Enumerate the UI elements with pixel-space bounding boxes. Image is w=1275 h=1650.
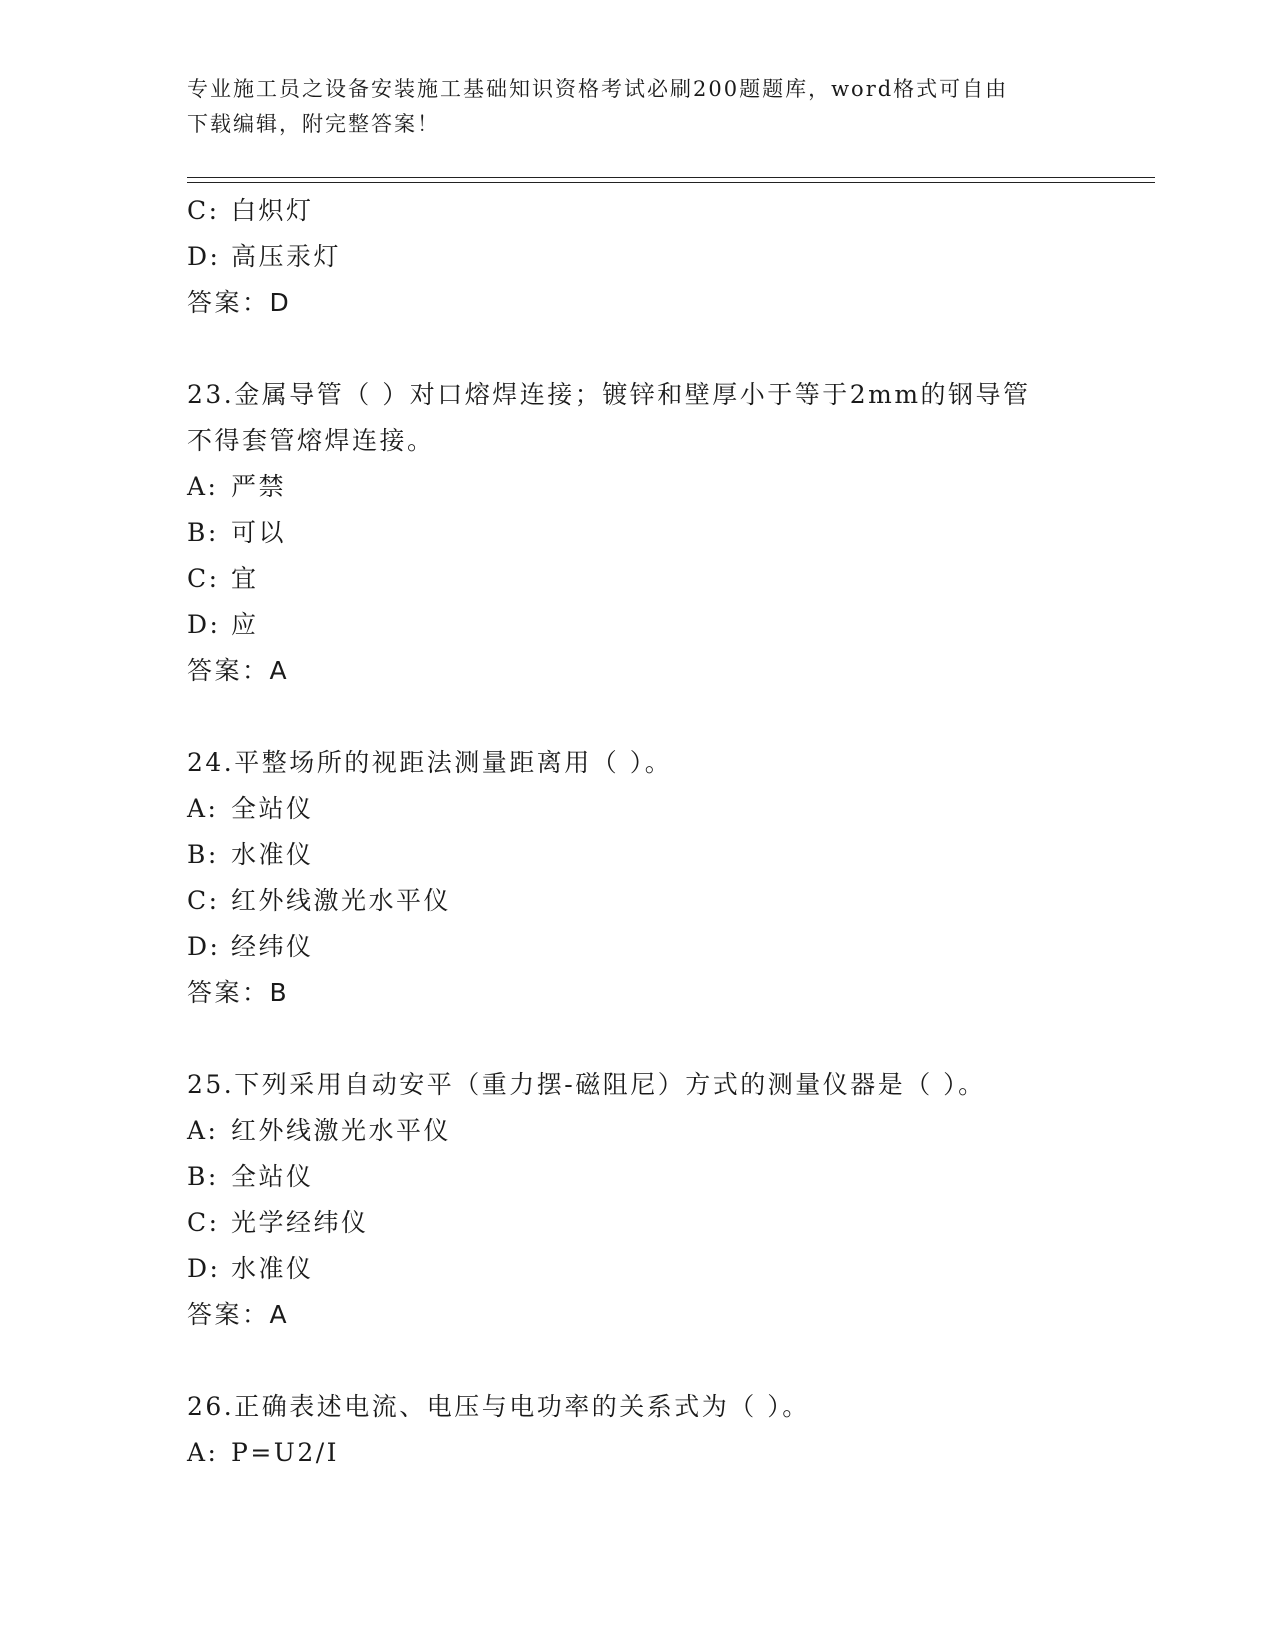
question-stem: 25.下列采用自动安平（重力摆-磁阻尼）方式的测量仪器是（ ）。 [187, 1070, 986, 1099]
option-text: 水准仪 [231, 840, 314, 869]
answer-line: 答案：B [187, 978, 290, 1007]
question-stem-continued: 不得套管熔焊连接。 [187, 426, 435, 455]
option-text: 全站仪 [231, 1162, 314, 1191]
question-stem: 26.正确表述电流、电压与电功率的关系式为（ ）。 [187, 1392, 810, 1421]
option-key: D: [187, 932, 221, 961]
option-d [187, 924, 1155, 970]
option-b [187, 832, 1155, 878]
document-header [187, 72, 1087, 142]
option-text: 高压汞灯 [231, 242, 342, 271]
option-a [187, 1108, 1155, 1154]
option-c [187, 878, 1155, 924]
header-title-line-2: 下载编辑，附完整答案！ [187, 112, 440, 136]
header-title-line-1: 专业施工员之设备安装施工基础知识资格考试必刷200题题库，word格式可自由 [187, 77, 1009, 101]
question-stem: 23.金属导管（ ）对口熔焊连接；镀锌和壁厚小于等于2mm的钢导管 [187, 380, 1031, 409]
option-text: 可以 [231, 518, 287, 547]
option-text: 光学经纬仪 [231, 1208, 369, 1237]
option-key: D: [187, 242, 221, 271]
option-c [187, 556, 1155, 602]
option-key: A: [187, 1438, 219, 1467]
option-text: 应 [231, 610, 259, 639]
option-d [187, 234, 1155, 280]
option-text: 水准仪 [231, 1254, 314, 1283]
option-key: C: [187, 196, 220, 225]
question-24 [187, 740, 1155, 1016]
option-a [187, 464, 1155, 510]
option-key: A: [187, 794, 219, 823]
answer-line: 答案：A [187, 1300, 290, 1329]
answer-line: 答案：D [187, 288, 292, 317]
option-key: A: [187, 1116, 219, 1145]
question-25 [187, 1062, 1155, 1338]
question-stem: 24.平整场所的视距法测量距离用（ ）。 [187, 748, 673, 777]
option-text: 红外线激光水平仪 [231, 886, 452, 915]
option-text: 全站仪 [231, 794, 314, 823]
question-spacer [187, 694, 1155, 740]
option-text: 白炽灯 [231, 196, 314, 225]
option-b [187, 510, 1155, 556]
answer-line: 答案：A [187, 656, 290, 685]
option-text: P=U2/I [231, 1438, 340, 1467]
option-d [187, 1246, 1155, 1292]
option-key: B: [187, 518, 219, 547]
question-spacer [187, 326, 1155, 372]
option-key: C: [187, 886, 220, 915]
option-text: 经纬仪 [231, 932, 314, 961]
question-26 [187, 1384, 1155, 1476]
question-spacer [187, 1338, 1155, 1384]
option-a [187, 786, 1155, 832]
question-22-tail [187, 188, 1155, 326]
option-key: D: [187, 610, 221, 639]
option-c [187, 188, 1155, 234]
option-text: 严禁 [231, 472, 287, 501]
option-text: 宜 [231, 564, 259, 593]
option-a [187, 1430, 1155, 1476]
header-divider-bottom [187, 182, 1155, 183]
option-key: C: [187, 564, 220, 593]
option-key: C: [187, 1208, 220, 1237]
document-body [187, 188, 1155, 1476]
option-d [187, 602, 1155, 648]
option-text: 红外线激光水平仪 [231, 1116, 452, 1145]
question-spacer [187, 1016, 1155, 1062]
option-key: B: [187, 1162, 219, 1191]
option-key: B: [187, 840, 219, 869]
option-key: A: [187, 472, 219, 501]
question-23 [187, 372, 1155, 694]
option-b [187, 1154, 1155, 1200]
header-divider-top [187, 177, 1155, 178]
option-c [187, 1200, 1155, 1246]
option-key: D: [187, 1254, 221, 1283]
